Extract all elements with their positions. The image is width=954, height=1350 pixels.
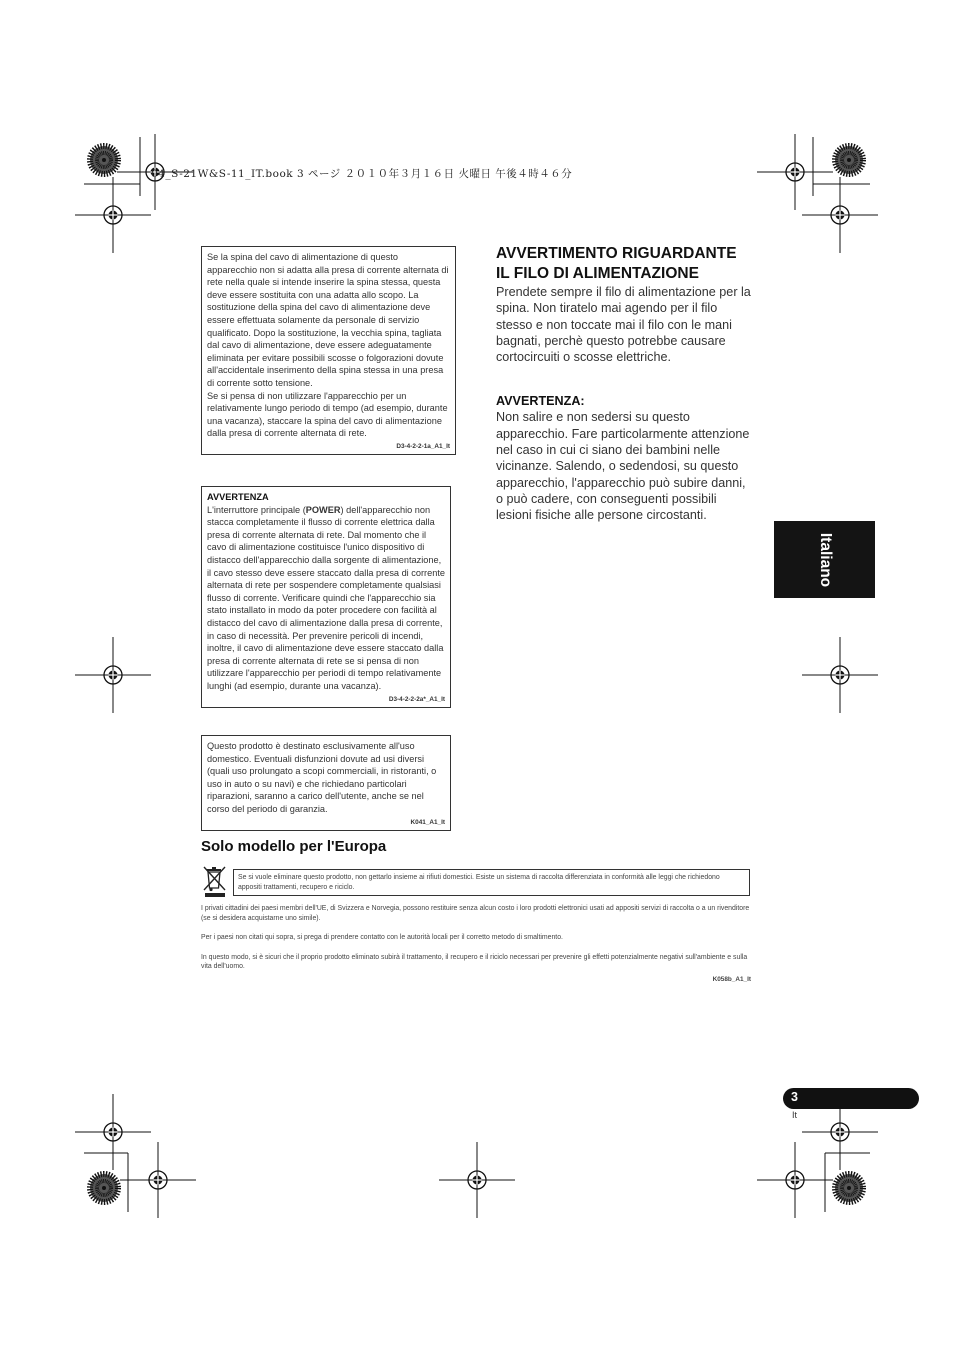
page-language-code: It	[792, 1110, 798, 1120]
page-number: 3	[791, 1090, 798, 1104]
notice-text: Questo prodotto è destinato esclusivamente all'uso domestico. Eventuali disfunzioni dovute ad usi diversi (quali uso prolungato a scopi commerciali, in ristoranti, o uso in auto o su navi) e che richiedano particolari riparazioni, saranno a carico dell'utente, anche se nel corso del periodo di garanzia.	[207, 741, 437, 814]
power-label: POWER	[305, 504, 341, 515]
warning-title: AVVERTENZA	[207, 492, 269, 502]
warning-text: L'interruttore principale (POWER) dell'apparecchio non stacca completamente il flusso di corrente elettrica dalla presa di corrente alternata di rete. Dal momento che il cavo di alimentazione costituisce l'unico dispositivo di distacco dell'apparecchio dalla sorgente di alimentazione, il cavo stesso deve essere staccato dalla presa di corrente alternata di rete per sospendere completamente qualsiasi flusso di corrente. Verificare quindi che l'apparecchio sia stato installato in modo da poter procedere con facilità al distacco del cavo di alimentazione dalla presa di corrente, in caso di necessità. Per prevenire pericoli di incendi, inoltre, il cavo di alimentazione deve essere staccato dalla presa di corrente alternata di rete se si pensa di non utilizzare l'apparecchio per periodi di tempo relativamente lunghi (ad esempio, durante una vacanza).	[207, 504, 445, 691]
reference-code: D3-4-2-2-1a_A1_It	[396, 442, 450, 450]
language-tab-label: Italiano	[816, 532, 834, 587]
reference-code: K041_A1_It	[410, 818, 445, 826]
reference-code: K058b_A1_It	[712, 975, 751, 983]
plug-replacement-notice	[201, 246, 456, 455]
warning-title: AVVERTENZA:	[496, 394, 585, 409]
section-heading: AVVERTIMENTO RIGUARDANTE IL FILO DI ALIMENTAZIONE	[496, 245, 737, 282]
disposal-details	[201, 904, 751, 984]
crossed-out-wheelie-bin-icon	[200, 863, 230, 899]
disposal-paragraph: I privati cittadini dei paesi membri dell'UE, di Svizzera e Norvegia, possono restituire senza alcun costo i loro prodotti elettronici usati ad appositi servizi di raccolta o a un rivenditore (se si desidera acquistarne uno simile).	[201, 905, 750, 922]
disposal-notice-box	[233, 869, 750, 896]
warning-text: Non salire e non sedersi su questo apparecchio. Fare particolarmente attenzione nel caso in cui ci siano dei bambini nelle vicinanze. Salendo, o sedendosi, su questo apparecchio, l'apparecchio può subire danni, o può cadere, con conseguenti possibili lesioni fisiche alle persone circostanti.	[496, 410, 750, 523]
file-header-line: 04_S-21W&S-11_IT.book 3 ページ ２０１０年３月１６日 火曜日 午後４時４６分	[151, 168, 573, 180]
disposal-text: Se si vuole eliminare questo prodotto, non gettarlo insieme ai rifiuti domestici. Esiste un sistema di raccolta differenziata in conformità alle leggi che richiedono appositi trattamenti, recupero e riciclo.	[238, 874, 720, 891]
notice-text: Se la spina del cavo di alimentazione di questo apparecchio non si adatta alla presa di corrente alternata di rete nella quale si intende inserire la spina stessa, questa deve essere sostituita con una adatta allo scopo. La sostituzione della spina del cavo di alimentazione deve essere effettuata solamente da personale di servizio qualificato. Dopo la sostituzione, la vecchia spina, tagliata dal cavo di alimentazione, deve essere adeguatamente eliminata per evitare possibili scosse o folgorazioni dovute all'accidentale inserimento della spina stessa in una presa di corrente sotto tensione.	[207, 252, 449, 388]
europe-section-title: Solo modello per l'Europa	[201, 838, 387, 855]
disposal-paragraph: In questo modo, si è sicuri che il proprio prodotto eliminato subirà il trattamento, il recupero e il riciclo necessari per prevenire gli effetti potenzialmente negativi sull'ambiente e sulla vita dell'uomo.	[201, 953, 748, 971]
power-switch-warning	[201, 486, 451, 708]
power-cord-section	[496, 244, 754, 524]
section-text: Prendete sempre il filo di alimentazione per la spina. Non tiratelo mai agendo per il filo stesso e non toccate mai il filo con le mani bagnati, perchè questo potrebbe causare cortocircuiti o scosse elettriche.	[496, 285, 751, 365]
disposal-paragraph: Per i paesi non citati qui sopra, si prega di prendere contatto con le autorità locali per il corretto metodo di smaltimento.	[201, 934, 563, 942]
notice-text: Se si pensa di non utilizzare l'apparecchio per un relativamente lungo periodo di tempo (ad esempio, durante una vacanza), staccare la spina del cavo di alimentazione dalla presa di corrente alternata di rete.	[207, 390, 448, 439]
language-tab	[774, 521, 875, 598]
reference-code: D3-4-2-2-2a*_A1_It	[388, 695, 445, 703]
domestic-use-notice	[201, 735, 451, 831]
page-number-badge	[783, 1088, 919, 1109]
